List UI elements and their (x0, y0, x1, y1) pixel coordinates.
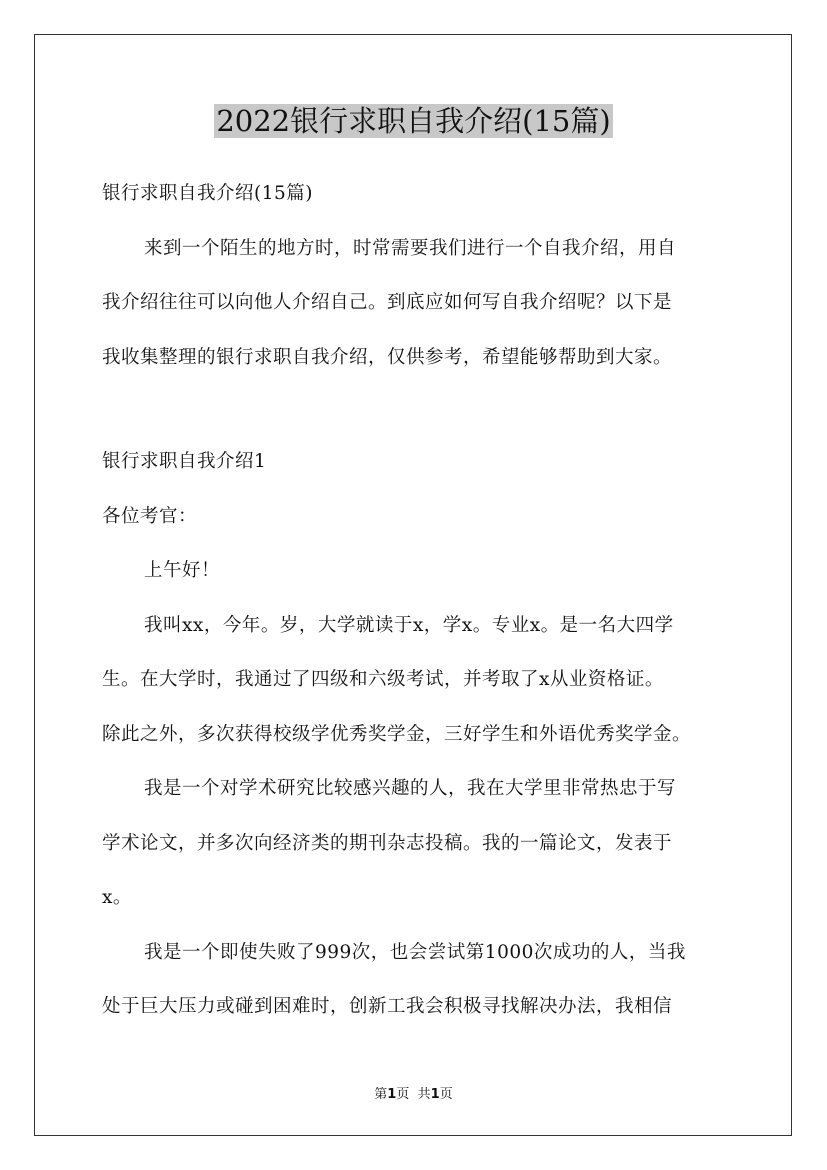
paragraph-3-line-1: 我是一个即使失败了999次，也会尝试第1000次成功的人，当我 (144, 941, 686, 963)
paragraph-1-line-2: 生。在大学时，我通过了四级和六级考试，并考取了x从业资格证。 (102, 669, 664, 690)
footer-page-prefix: 第 (374, 1087, 388, 1102)
intro-line-3: 我收集整理的银行求职自我介绍，仅供参考，希望能够帮助到大家。 (102, 346, 673, 368)
intro-line-2: 我介绍往往可以向他人介绍自己。到底应如何写自我介绍呢？以下是 (102, 292, 673, 313)
greeting-line: 各位考官： (102, 505, 198, 527)
page-footer (0, 1083, 827, 1102)
footer-total-suffix: 页 (439, 1087, 453, 1102)
footer-total-prefix: 共 (417, 1087, 431, 1102)
paragraph-2-line-2: 学术论文，并多次向经济类的期刊杂志投稿。我的一篇论文，发表于 (102, 832, 673, 854)
document-body (102, 176, 742, 1044)
paragraph-2-line-1: 我是一个对学术研究比较感兴趣的人，我在大学里非常热忠于写 (144, 778, 677, 799)
paragraph-1-line-1: 我叫xx，今年。岁，大学就读于x，学x。专业x。是一名大四学 (144, 614, 674, 636)
section-heading-1: 银行求职自我介绍1 (102, 451, 267, 472)
blank-line (102, 394, 742, 444)
salutation-line: 上午好！ (144, 560, 221, 581)
paragraph-2-line-3: x。 (102, 887, 132, 908)
footer-page-total: 1 (430, 1087, 440, 1102)
document-title (0, 100, 827, 142)
footer-page-current: 1 (387, 1087, 397, 1102)
intro-line-1: 来到一个陌生的地方时，时常需要我们进行一个自我介绍，用自 (144, 237, 677, 259)
document-title-text: 2022银行求职自我介绍(15篇) (216, 104, 611, 138)
footer-page-suffix: 页 (396, 1087, 410, 1102)
subtitle-line: 银行求职自我介绍(15篇) (102, 183, 313, 204)
paragraph-3-line-2: 处于巨大压力或碰到困难时，创新工我会积极寻找解决办法，我相信 (102, 996, 673, 1017)
paragraph-1-line-3: 除此之外，多次获得校级学优秀奖学金，三好学生和外语优秀奖学金。 (102, 723, 692, 745)
